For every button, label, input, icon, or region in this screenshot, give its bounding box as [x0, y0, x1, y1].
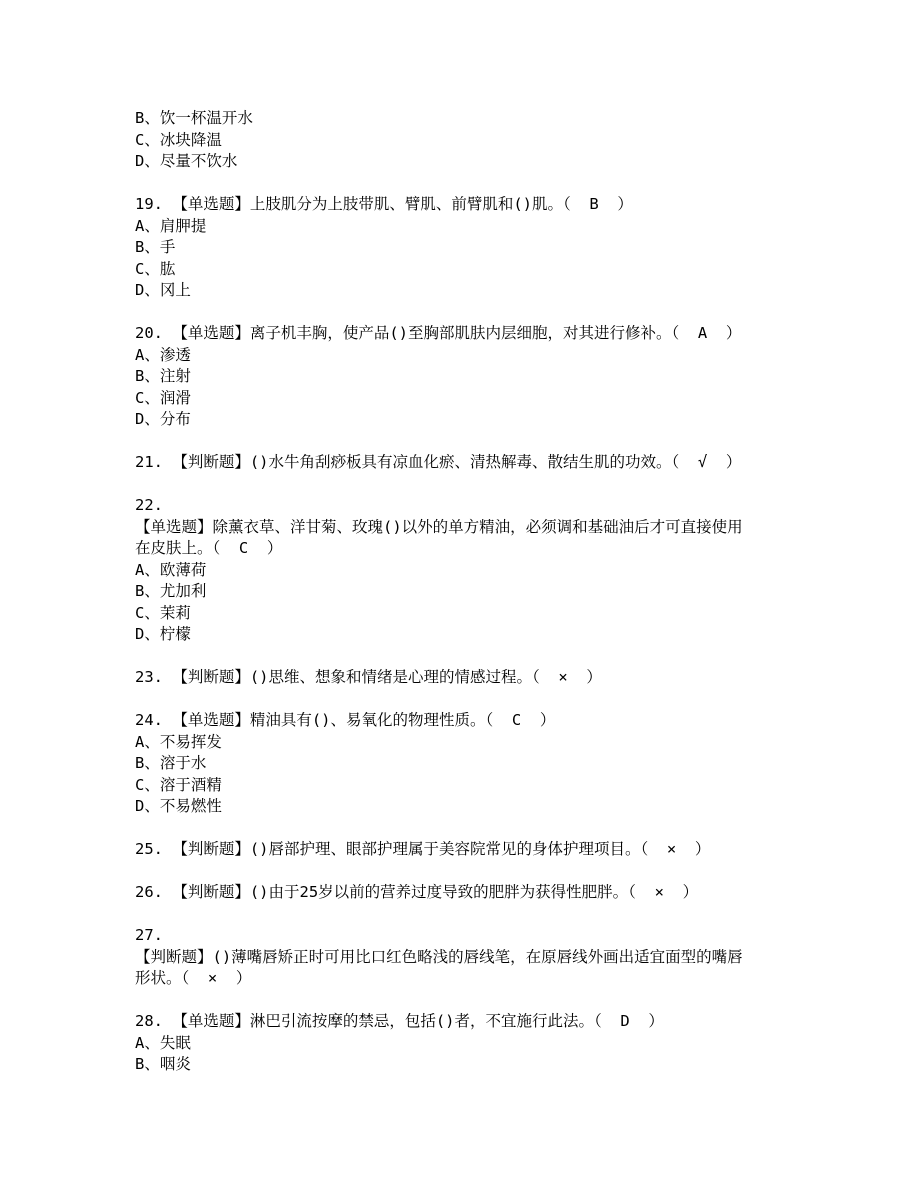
question-stem: 26. 【判断题】()由于25岁以前的营养过度导致的肥胖为获得性肥胖。（ × ）	[135, 883, 699, 901]
question-stem: 24. 【单选题】精油具有()、易氧化的物理性质。（ C ）	[135, 711, 556, 729]
option-line: B、咽炎	[135, 1055, 191, 1073]
question-stem: 【单选题】除薰衣草、洋甘菊、玫瑰()以外的单方精油，必须调和基础油后才可直接使用	[135, 517, 743, 536]
question-25	[135, 839, 795, 861]
question-27	[135, 925, 795, 990]
question-24	[135, 710, 795, 818]
option-line: B、注射	[135, 367, 191, 385]
question-stem: 25. 【判断题】()唇部护理、眼部护理属于美容院常见的身体护理项目。（ × ）	[135, 840, 711, 858]
option-line: C、茉莉	[135, 603, 191, 622]
option-line: C、润滑	[135, 388, 191, 407]
question-stem-continued: 在皮肤上。（ C ）	[135, 539, 283, 557]
option-line: A、不易挥发	[135, 732, 222, 751]
option-line: D、柠檬	[135, 625, 191, 643]
question-stem-continued: 形状。（ × ）	[135, 969, 252, 987]
question-stem: 19. 【单选题】上肢肌分为上肢带肌、臂肌、前臂肌和()肌。（ B ）	[135, 195, 633, 213]
question-21	[135, 452, 795, 474]
question-stem: 20. 【单选题】离子机丰胸，使产品()至胸部肌肤内层细胞，对其进行修补。（ A ）	[135, 324, 742, 342]
question-number: 27.	[135, 926, 163, 944]
option-line: A、失眠	[135, 1033, 191, 1052]
option-line: B、手	[135, 238, 176, 256]
option-line: B、溶于水	[135, 754, 207, 772]
option-line: D、分布	[135, 410, 191, 428]
option-line: C、肱	[135, 259, 176, 278]
question-stem: 28. 【单选题】淋巴引流按摩的禁忌，包括()者，不宜施行此法。（ D ）	[135, 1012, 664, 1030]
exam-page	[135, 108, 795, 1076]
question-stem: 23. 【判断题】()思维、想象和情绪是心理的情感过程。（ × ）	[135, 668, 602, 686]
question-number: 22.	[135, 496, 163, 514]
question-19	[135, 194, 795, 302]
option-line: B、饮一杯温开水	[135, 109, 253, 127]
option-line: D、不易燃性	[135, 797, 222, 815]
option-line: A、肩胛提	[135, 216, 207, 235]
question-22	[135, 495, 795, 646]
option-line: D、冈上	[135, 281, 191, 299]
option-line: C、溶于酒精	[135, 775, 222, 794]
question-20	[135, 323, 795, 431]
continued-options	[135, 108, 795, 173]
question-23	[135, 667, 795, 689]
question-stem: 21. 【判断题】()水牛角刮痧板具有凉血化瘀、清热解毒、散结生肌的功效。（ √ ）	[135, 453, 742, 471]
option-line: C、冰块降温	[135, 130, 222, 149]
option-line: A、渗透	[135, 345, 191, 364]
option-line: A、欧薄荷	[135, 560, 207, 579]
option-line: D、尽量不饮水	[135, 152, 238, 170]
question-28	[135, 1011, 795, 1076]
question-stem: 【判断题】()薄嘴唇矫正时可用比口红色略浅的唇线笔，在原唇线外画出适宜面型的嘴唇	[135, 947, 743, 966]
option-line: B、尤加利	[135, 582, 207, 600]
question-26	[135, 882, 795, 904]
